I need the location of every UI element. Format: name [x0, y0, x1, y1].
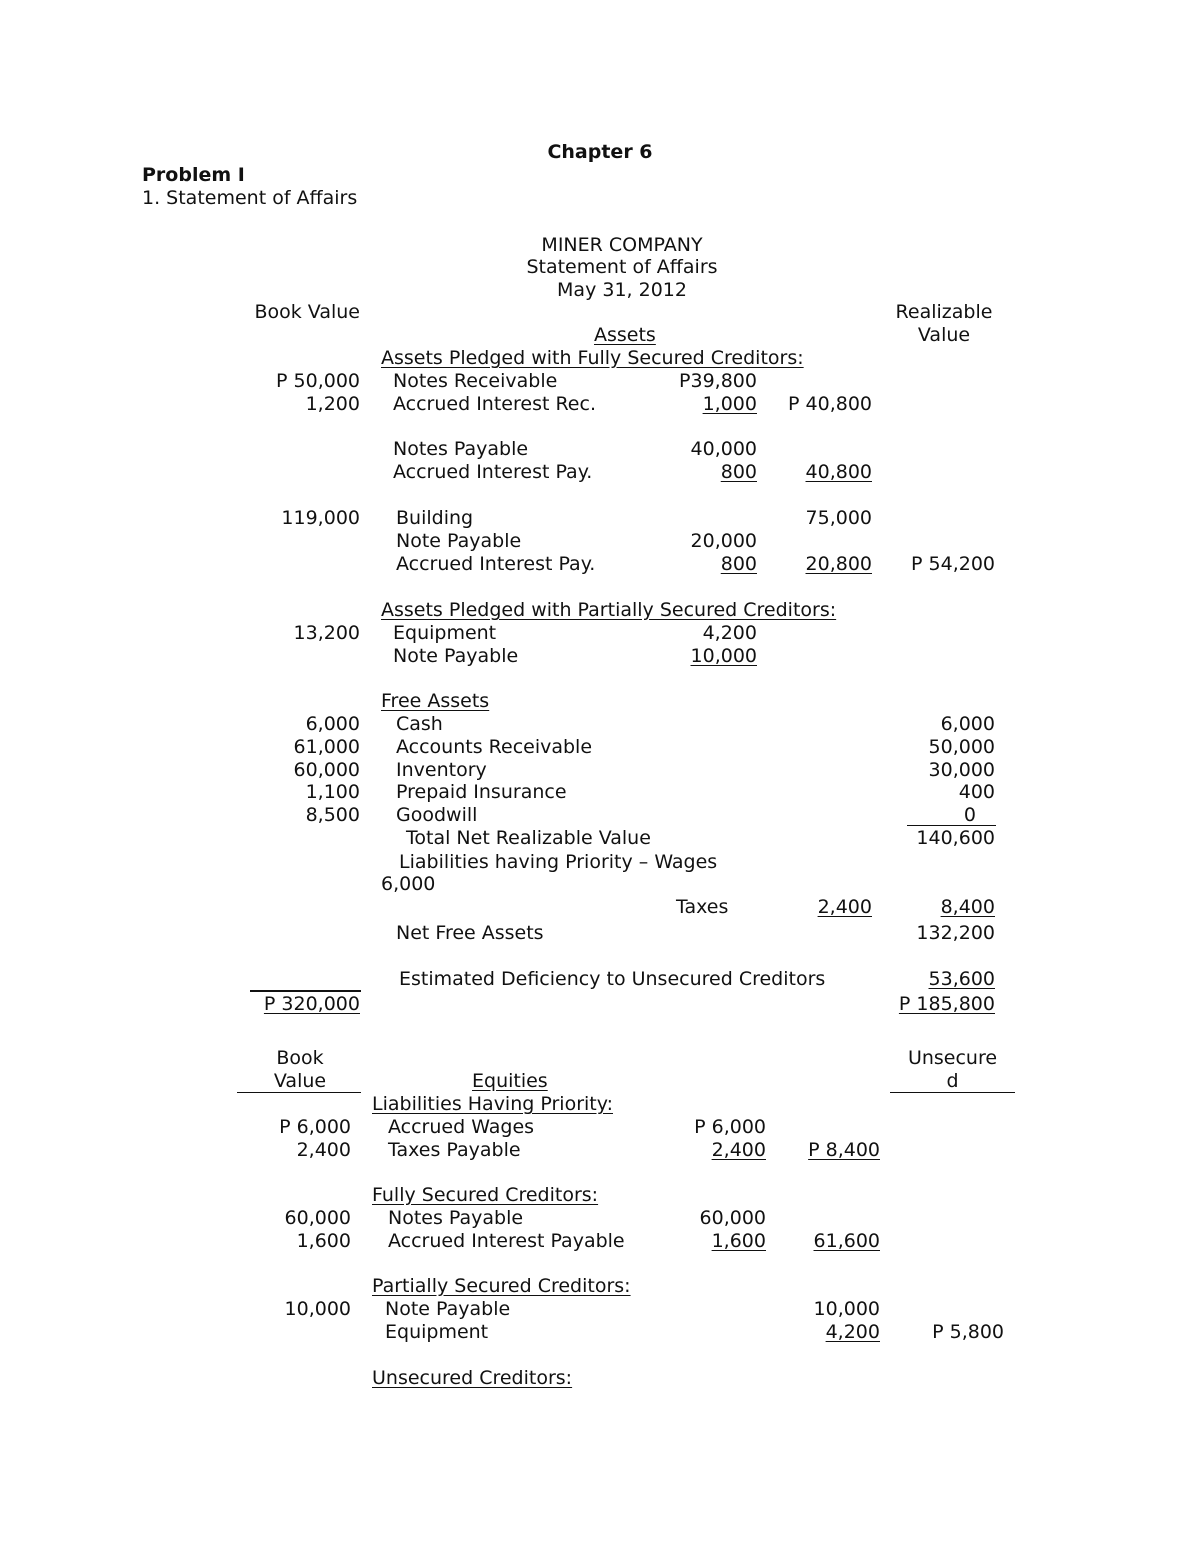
building-label: Building [396, 507, 474, 529]
col-realizable-1: Realizable [895, 301, 993, 323]
equipment-book: 13,200 [293, 622, 360, 644]
eq-wages-label: Accrued Wages [388, 1116, 535, 1138]
taxes-label: Taxes [676, 896, 729, 918]
building-total: 75,000 [805, 507, 872, 529]
eq-notes-amt: 60,000 [699, 1207, 766, 1229]
assets-heading: Assets [594, 324, 656, 346]
eq-unsecured-heading: Unsecured Creditors: [372, 1367, 573, 1389]
item-heading: 1. Statement of Affairs [142, 187, 358, 209]
statement-title: Statement of Affairs [526, 256, 718, 278]
prepaid-book: 1,100 [305, 781, 360, 803]
col-realizable-2: Value [917, 324, 971, 346]
acc-int-rec-label: Accrued Interest Rec. [393, 393, 596, 415]
statement-date: May 31, 2012 [557, 279, 687, 301]
ar-realizable: 50,000 [928, 736, 995, 758]
notes-pay-amt: 40,000 [690, 438, 757, 460]
acc-int-pay2-total: 20,800 [805, 553, 872, 575]
building-book: 119,000 [281, 507, 360, 529]
net-free-label: Net Free Assets [396, 922, 544, 944]
notes-rec-amt: P39,800 [679, 370, 757, 392]
equities-heading: Equities [472, 1070, 548, 1092]
notes-rec-label: Notes Receivable [393, 370, 558, 392]
prepaid-label: Prepaid Insurance [396, 781, 567, 803]
eq-fully-secured-heading: Fully Secured Creditors: [372, 1184, 599, 1206]
total-nrv: 140,600 [916, 827, 995, 849]
problem-heading: Problem I [142, 164, 245, 186]
col-book-value: Book Value [254, 301, 360, 323]
eq-interest-book: 1,600 [296, 1230, 351, 1252]
eq-wages-book: P 6,000 [279, 1116, 351, 1138]
goodwill-realizable: 0 [963, 804, 976, 826]
goodwill-label: Goodwill [396, 804, 478, 826]
eq-col-unsecured-2: d [946, 1070, 959, 1092]
cash-book: 6,000 [305, 713, 360, 735]
chapter-title: Chapter 6 [547, 141, 653, 163]
eq-wages-amt: P 6,000 [694, 1116, 766, 1138]
cash-realizable: 6,000 [940, 713, 995, 735]
acc-int-pay2-label: Accrued Interest Pay. [396, 553, 596, 575]
priority-wages-label: Liabilities having Priority – Wages [399, 851, 718, 873]
eq-taxes-amt: 2,400 [711, 1139, 766, 1161]
equipment-label: Equipment [393, 622, 497, 644]
ar-label: Accounts Receivable [396, 736, 593, 758]
deficiency: 53,600 [928, 968, 995, 990]
eq-col-book-1: Book [276, 1047, 324, 1069]
taxes-amt: 2,400 [817, 896, 872, 918]
net-free: 132,200 [916, 922, 995, 944]
deficiency-label: Estimated Deficiency to Unsecured Creditors [399, 968, 826, 990]
fully-secured-realizable: P 54,200 [911, 553, 995, 575]
priority-total: 8,400 [940, 896, 995, 918]
free-assets-heading: Free Assets [381, 690, 490, 712]
ps-note-pay-label: Note Payable [393, 645, 519, 667]
partially-secured-heading: Assets Pledged with Partially Secured Creditors: [381, 599, 837, 621]
acc-int-pay-amt: 800 [720, 461, 757, 483]
note-pay-label: Note Payable [396, 530, 522, 552]
fully-secured-heading: Assets Pledged with Fully Secured Creditors: [381, 347, 804, 369]
total-nrv-label: Total Net Realizable Value [406, 827, 651, 849]
eq-col-unsecured-1: Unsecure [907, 1047, 998, 1069]
eq-ps-note-label: Note Payable [385, 1298, 511, 1320]
eq-ps-unsecured: P 5,800 [932, 1321, 1004, 1343]
eq-interest-amt: 1,600 [711, 1230, 766, 1252]
ar-book: 61,000 [293, 736, 360, 758]
eq-ps-note-total: 10,000 [813, 1298, 880, 1320]
eq-ps-note-book: 10,000 [284, 1298, 351, 1320]
prepaid-realizable: 400 [958, 781, 995, 803]
company-name: MINER COMPANY [541, 234, 703, 256]
inventory-realizable: 30,000 [928, 759, 995, 781]
goodwill-rule [907, 825, 996, 826]
acc-int-rec-amt: 1,000 [702, 393, 757, 415]
eq-col-book-2: Value [273, 1070, 327, 1092]
eq-ps-equipment-label: Equipment [385, 1321, 489, 1343]
eq-notes-book: 60,000 [284, 1207, 351, 1229]
eq-notes-label: Notes Payable [388, 1207, 524, 1229]
priority-wages-amt: 6,000 [381, 873, 436, 895]
acc-int-pay-total: 40,800 [805, 461, 872, 483]
eq-book-rule [237, 1092, 361, 1093]
acc-int-pay-label: Accrued Interest Pay. [393, 461, 593, 483]
note-pay-amt: 20,000 [690, 530, 757, 552]
acc-int-rec-total: P 40,800 [788, 393, 872, 415]
cash-label: Cash [396, 713, 443, 735]
ps-note-pay-amt: 10,000 [690, 645, 757, 667]
notes-pay-label: Notes Payable [393, 438, 529, 460]
acc-int-pay2-amt: 800 [720, 553, 757, 575]
eq-priority-total: P 8,400 [808, 1139, 880, 1161]
notes-rec-book: P 50,000 [276, 370, 360, 392]
eq-fully-secured-total: 61,600 [813, 1230, 880, 1252]
inventory-book: 60,000 [293, 759, 360, 781]
eq-interest-label: Accrued Interest Payable [388, 1230, 625, 1252]
eq-ps-equipment-total: 4,200 [825, 1321, 880, 1343]
book-total: P 320,000 [263, 993, 360, 1015]
equipment-amt: 4,200 [702, 622, 757, 644]
eq-partially-secured-heading: Partially Secured Creditors: [372, 1275, 631, 1297]
goodwill-book: 8,500 [305, 804, 360, 826]
book-total-rule [250, 990, 361, 992]
eq-taxes-book: 2,400 [296, 1139, 351, 1161]
eq-unsecured-rule [890, 1092, 1015, 1093]
eq-priority-heading: Liabilities Having Priority: [372, 1093, 613, 1115]
acc-int-rec-book: 1,200 [305, 393, 360, 415]
eq-taxes-label: Taxes Payable [388, 1139, 521, 1161]
inventory-label: Inventory [396, 759, 487, 781]
realizable-total: P 185,800 [898, 993, 995, 1015]
